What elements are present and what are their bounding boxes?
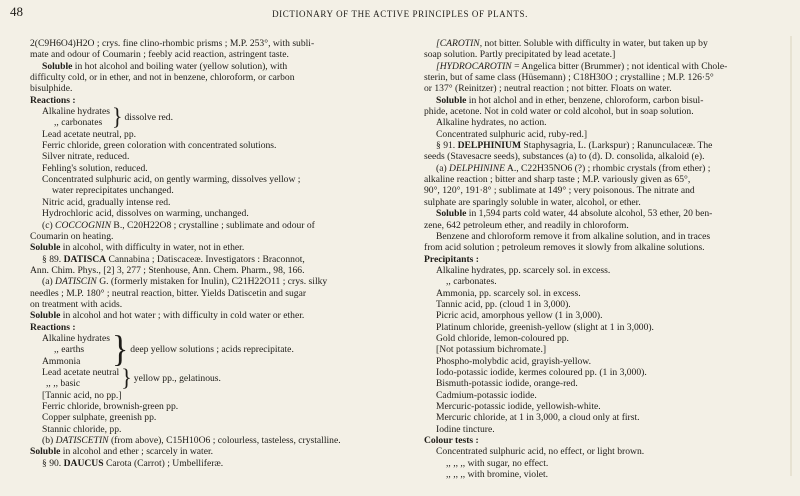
- section-name: DATISCA: [63, 253, 107, 265]
- soluble-label: Soluble: [42, 60, 73, 72]
- text-line: sterin, but of same class (Hüsemann) ; C18H30O ; crystalline ; M.P. 126·5°: [424, 72, 714, 84]
- text-line: [424, 95, 774, 106]
- text-line: soap solution. Partly precipitated by lead acetate.]: [424, 49, 616, 61]
- soluble-label: Soluble: [436, 208, 467, 220]
- text-line: ,, ,, ,, with bromine, violet.: [446, 469, 549, 481]
- text-line: Lead acetate neutral, pp.: [42, 128, 137, 140]
- text-line: or 137° (Reinitzer) ; neutral reaction ; not bitter. Floats on water.: [424, 83, 672, 95]
- heading-text: Colour tests :: [424, 435, 479, 447]
- text-line: sulphate are sparingly soluble in water, alcohol, or ether.: [424, 196, 641, 208]
- text-line: Tannic acid, pp. (cloud 1 in 3,000).: [436, 298, 571, 310]
- section-name: DAUCUS: [63, 457, 104, 469]
- heading-text: Precipitants :: [424, 253, 479, 265]
- brace-result: dissolve red.: [124, 111, 173, 123]
- running-title: DICTIONARY OF THE ACTIVE PRINCIPLES OF PLANTS.: [272, 9, 528, 19]
- section-number: § 89.: [42, 253, 64, 265]
- text-line: ,, carbonates: [54, 117, 103, 129]
- section-89: [30, 254, 400, 265]
- text-line: Concentrated sulphuric acid, ruby-red.]: [436, 128, 588, 140]
- text-span: in hot alcohol and boiling water (yellow solution), with: [72, 60, 288, 72]
- text-line: [Tannic acid, no pp.]: [42, 389, 122, 401]
- text-line: difficulty cold, or in ether, and not in benzene, chloroform, or carbon: [30, 72, 295, 84]
- text-line: Hydrochloric acid, dissolves on warming, unchanged.: [42, 208, 249, 220]
- text-line: Coumarin on heating.: [30, 230, 114, 242]
- precipitants-heading: [424, 254, 774, 265]
- text-line: [30, 446, 400, 457]
- text-line: Ferric chloride, brownish-green pp.: [42, 401, 179, 412]
- text-line: ,, earths: [54, 344, 85, 356]
- soluble-label: Soluble: [30, 242, 61, 254]
- text-line: Platinum chloride, greenish-yellow (slight at 1 in 3,000).: [436, 321, 654, 333]
- text-line: Ammonia: [42, 355, 81, 367]
- text-line: mate and odour of Coumarin ; feebly acid reaction, astringent taste.: [30, 49, 289, 61]
- text-line: Alkaline hydrates: [42, 332, 110, 344]
- brace-icon: }: [111, 329, 129, 370]
- entry-carotin: [424, 38, 774, 49]
- page-edge: [790, 36, 792, 476]
- text-line: Alkaline hydrates: [42, 106, 110, 118]
- text-span: A., C22H35NO6 (?) ; rhombic crystals (from ether) ;: [505, 162, 711, 174]
- entry-name: [HYDROCAROTIN: [436, 60, 512, 72]
- reactions-heading: [30, 95, 400, 106]
- text-line: [Not potassium bichromate.]: [436, 344, 547, 356]
- text-line: Alkaline hydrates, pp. scarcely sol. in excess.: [436, 264, 611, 276]
- soluble-label: Soluble: [436, 94, 467, 106]
- text-line: Stannic chloride, pp.: [42, 423, 122, 435]
- text-line: Mercuric-potassic iodide, yellowish-white.: [436, 401, 601, 412]
- right-column: [424, 38, 774, 480]
- text-span: not bitter. Soluble with difficulty in water, but taken up by: [482, 38, 708, 49]
- text-line: ,, ,, ,, with sugar, no effect.: [446, 457, 549, 469]
- text-line: Mercuric chloride, at 1 in 3,000, a cloud only at first.: [436, 412, 640, 424]
- text-line: Bismuth-potassic iodide, orange-red.: [436, 378, 578, 390]
- entry-datiscetin: [30, 435, 400, 446]
- text-line: water reprecipitates unchanged.: [52, 185, 174, 197]
- text-line: Concentrated sulphuric acid, no effect, or light brown.: [436, 446, 645, 458]
- heading-text: Reactions :: [30, 321, 76, 333]
- text-span: in alcohol and hot water ; with difficulty in cold water or ether.: [60, 310, 305, 322]
- brace-icon: }: [111, 103, 123, 131]
- page-number: 48: [10, 4, 23, 19]
- text-line: Silver nitrate, reduced.: [42, 151, 130, 163]
- entry-name: DELPHININE: [449, 162, 506, 174]
- brace-icon: }: [121, 364, 132, 392]
- heading-text: Reactions :: [30, 94, 76, 106]
- text-span: (c): [42, 219, 56, 231]
- text-line: Nitric acid, gradually intense red.: [42, 196, 171, 208]
- text-line: 2(C9H6O4)H2O ; crys. fine clino-rhombic prisms ; M.P. 253°, with subli-: [30, 38, 315, 49]
- text-span: Staphysagria, L. (Larkspur) ; Ranunculaceæ. The: [521, 140, 713, 152]
- text-span: Cannabina ; Datiscaceæ. Investigators : Braconnot,: [106, 253, 305, 265]
- text-line: Gold chloride, lemon-coloured pp.: [436, 332, 569, 344]
- text-line: [30, 61, 400, 72]
- text-span: in hot alchol and in ether, benzene, chloroform, carbon bisul-: [466, 94, 704, 106]
- section-91: [424, 140, 774, 151]
- text-line: Fehling's solution, reduced.: [42, 162, 148, 174]
- brace-items: [42, 333, 110, 367]
- text-line: ,, ,, basic: [46, 378, 81, 390]
- brace-result: deep yellow solutions ; acids reprecipitate.: [130, 344, 294, 356]
- section-90: [30, 458, 400, 469]
- text-line: Ferric chloride, green coloration with concentrated solutions.: [42, 140, 277, 152]
- soluble-label: Soluble: [30, 446, 61, 458]
- text-span: (a): [436, 162, 450, 174]
- entry-name: DATISCETIN: [55, 435, 109, 447]
- section-number: § 91.: [436, 140, 458, 152]
- soluble-label: Soluble: [30, 310, 61, 322]
- text-line: Alkaline hydrates, no action.: [436, 117, 547, 129]
- text-span: (b): [42, 435, 56, 447]
- text-line: [30, 310, 400, 321]
- text-line: Ammonia, pp. scarcely sol. in excess.: [436, 287, 581, 299]
- text-span: G. (formerly mistaken for Inulin), C21H22O11 ; crys. silky: [96, 276, 328, 288]
- text-line: Picric acid, amorphous yellow (1 in 3,000).: [436, 310, 603, 322]
- text-line: Ann. Chim. Phys., [2] 3, 277 ; Stenhouse, Ann. Chem. Pharm., 98, 166.: [30, 264, 305, 276]
- text-line: phide, acetone. Not in cold water or cold alcohol, but in soap solution.: [424, 106, 694, 118]
- entry-delphinine: [424, 163, 774, 174]
- text-line: Cadmium-potassic iodide.: [436, 389, 537, 401]
- entry-name: [CAROTIN,: [436, 38, 483, 49]
- text-line: Concentrated sulphuric acid, on gently warming, dissolves yellow ;: [42, 174, 301, 186]
- entry-hydrocarotin: [424, 61, 774, 72]
- text-line: zene, 642 petroleum ether, and readily in chloroform.: [424, 219, 629, 231]
- entry-name: DATISCIN: [55, 276, 97, 288]
- text-line: from acid solution ; petroleum removes it slowly from alkaline solutions.: [424, 242, 705, 254]
- text-line: alkaline reaction ; bitter and sharp taste ; M.P. variously given as 65°,: [424, 174, 691, 186]
- text-line: Phospho-molybdic acid, grayish-yellow.: [436, 355, 591, 367]
- brace-group: [30, 329, 400, 370]
- brace-group: [30, 364, 400, 392]
- text-line: on treatment with acids.: [30, 298, 123, 310]
- text-span: in alcohol and ether ; scarcely in water.: [60, 446, 214, 458]
- section-name: DELPHINIUM: [457, 140, 522, 152]
- text-line: 90°, 120°, 191·8° ; sublimate at 149° ; very poisonous. The nitrate and: [424, 185, 695, 197]
- colour-tests-heading: [424, 435, 774, 446]
- entry-datiscin: [30, 276, 400, 287]
- text-span: Carota (Carrot) ; Umbelliferæ.: [103, 457, 224, 469]
- text-span: B., C20H22O8 ; crystalline ; sublimate and odour of: [111, 219, 315, 231]
- text-line: seeds (Stavesacre seeds), substances (a) to (d). D. consolida, alkaloid (e).: [424, 151, 705, 163]
- brace-group: [30, 103, 400, 131]
- reactions-heading: [30, 322, 400, 333]
- brace-items: [42, 367, 119, 390]
- text-line: [30, 242, 400, 253]
- text-line: Copper sulphate, greenish pp.: [42, 412, 157, 424]
- brace-items: [42, 106, 110, 129]
- text-line: bisulphide.: [30, 83, 73, 95]
- entry-name: COCCOGNIN: [55, 219, 112, 231]
- text-line: ,, carbonates.: [446, 276, 497, 288]
- text-line: Iodine tincture.: [436, 423, 495, 435]
- entry-coccognin: [30, 220, 400, 231]
- text-line: Benzene and chloroform remove it from alkaline solution, and in traces: [436, 230, 711, 242]
- text-span: in alcohol, with difficulty in water, not in ether.: [60, 242, 245, 254]
- section-number: § 90.: [42, 457, 64, 469]
- text-span: (a): [42, 276, 56, 288]
- text-span: (from above), C15H10O6 ; colourless, tasteless, crystalline.: [108, 435, 341, 447]
- text-span: in 1,594 parts cold water, 44 absolute alcohol, 53 ether, 20 ben-: [466, 208, 713, 220]
- text-line: needles ; M.P. 180° ; neutral reaction, bitter. Yields Datiscetin and sugar: [30, 287, 307, 299]
- left-column: [30, 38, 400, 469]
- text-span: = Angelica bitter (Brummer) ; not identical with Chole-: [511, 60, 728, 72]
- brace-result: yellow pp., gelatinous.: [133, 372, 221, 384]
- text-line: Lead acetate neutral: [42, 366, 120, 378]
- text-line: Iodo-potassic iodide, kermes coloured pp. (1 in 3,000).: [436, 366, 647, 378]
- text-line: [424, 208, 774, 219]
